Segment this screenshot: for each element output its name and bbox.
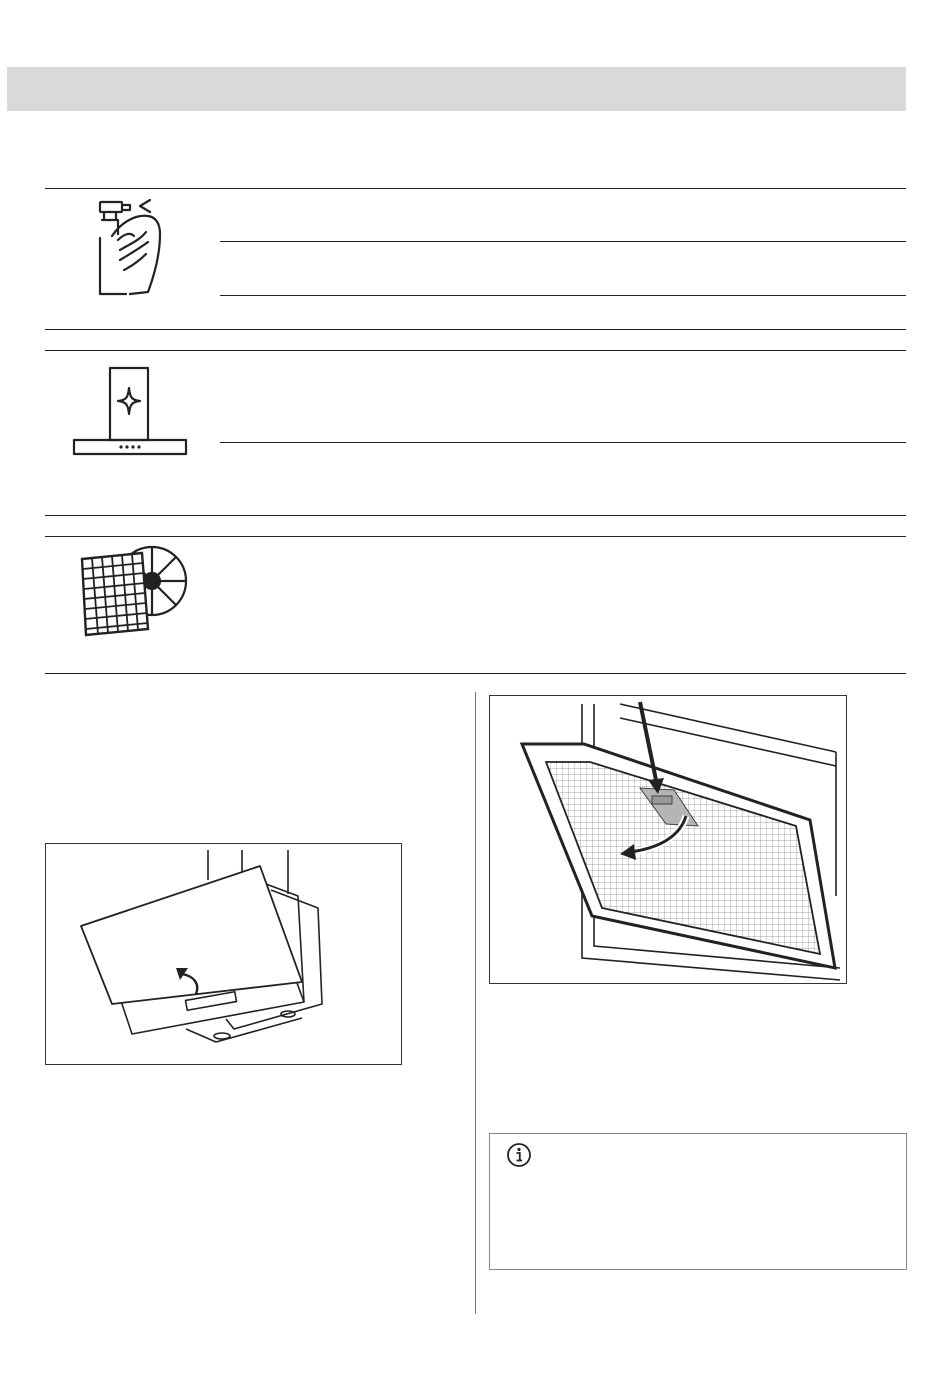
- filter-fan-icon: [78, 543, 190, 639]
- table-rule: [45, 673, 906, 674]
- table-rule: [45, 188, 906, 189]
- info-icon: [506, 1142, 532, 1168]
- table-rule: [45, 536, 906, 537]
- table-rule: [45, 350, 906, 351]
- illustration-open-panel: [45, 843, 402, 1065]
- spray-bottle-cloth-icon: [90, 196, 170, 296]
- illustration-remove-filter: [489, 695, 847, 984]
- info-note-box: [489, 1133, 907, 1270]
- hood-sparkle-icon: [72, 366, 188, 456]
- table-rule: [220, 442, 906, 443]
- table-rule: [45, 515, 906, 516]
- column-divider: [475, 692, 476, 1314]
- section-heading-bar: [7, 67, 906, 111]
- table-rule: [45, 329, 906, 330]
- table-rule: [220, 295, 906, 296]
- table-rule: [220, 241, 906, 242]
